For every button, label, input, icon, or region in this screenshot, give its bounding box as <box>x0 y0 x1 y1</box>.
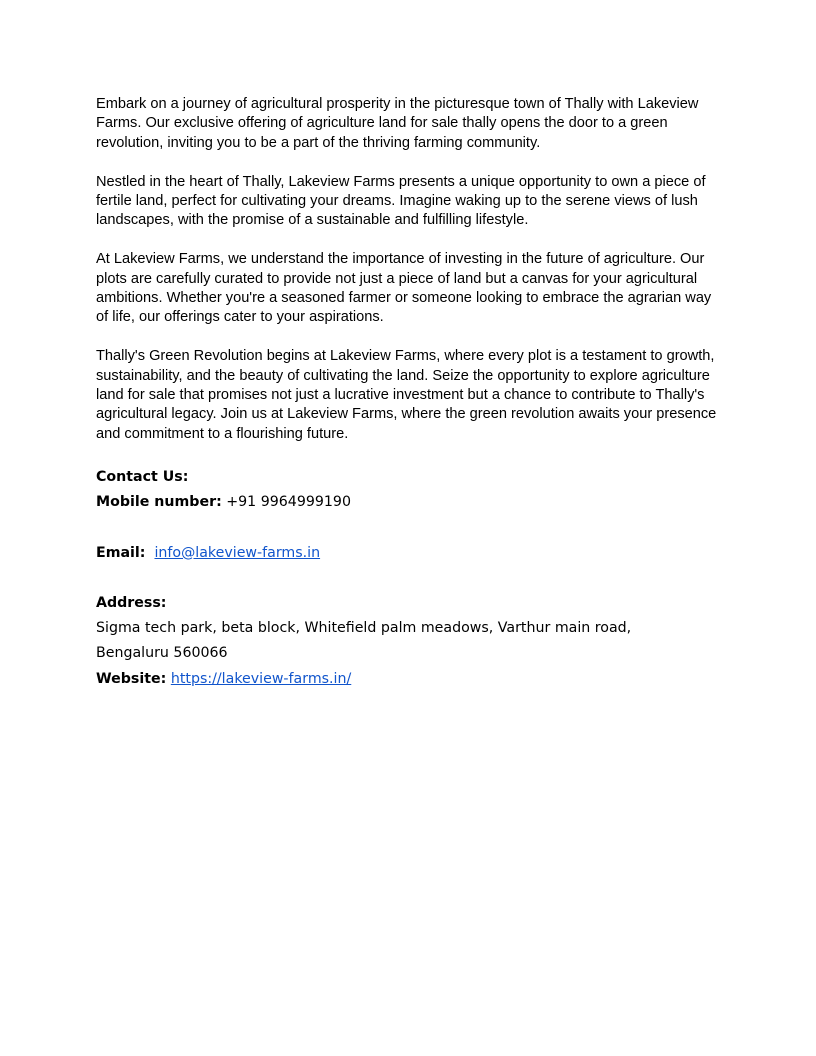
paragraph-investing: At Lakeview Farms, we understand the importance of investing in the future of agriculture. Our plots are carefully curated to provide not just a piece of land but a canvas for your agricultural ambitions. Whether you're a seasoned farmer or someone looking to embrace the agrarian way of life, our offerings cater to your aspirations. <box>96 251 712 326</box>
website-line <box>96 667 724 692</box>
website-label: Website: <box>96 670 167 687</box>
mobile-line <box>96 490 724 515</box>
address-label: Address: <box>96 594 167 611</box>
mobile-value: +91 9964999190 <box>226 494 351 511</box>
contact-section <box>96 465 724 692</box>
paragraph-green-revolution: Thally's Green Revolution begins at Lakeview Farms, where every plot is a testament to growth, sustainability, and the beauty of cultivating the land. Seize the opportunity to explore agriculture land for sale that promises not just a lucrative investment but a chance to contribute to Thally's agricultural legacy. Join us at Lakeview Farms, where the green revolution awaits your presence and commitment to a flourishing future. <box>96 348 717 442</box>
spacer <box>96 566 724 591</box>
address-line-2: Bengaluru 560066 <box>96 645 228 662</box>
website-link[interactable]: https://lakeview-farms.in/ <box>170 670 352 687</box>
paragraph-nestled: Nestled in the heart of Thally, Lakeview Farms presents a unique opportunity to own a piece of fertile land, perfect for cultivating your dreams. Imagine waking up to the serene views of lush landscapes, with the promise of a sustainable and fulfilling lifestyle. <box>96 173 706 229</box>
paragraph-intro: Embark on a journey of agricultural prosperity in the picturesque town of Thally with Lakeview Farms. Our exclusive offering of agriculture land for sale thally opens the door to a green revolution, inviting you to be a part of the thriving farming community. <box>96 96 699 151</box>
contact-heading: Contact Us: <box>96 469 189 485</box>
email-line <box>96 541 724 566</box>
spacer <box>96 515 724 540</box>
mobile-label: Mobile number: <box>96 494 222 511</box>
body-text <box>96 95 724 444</box>
email-link[interactable]: info@lakeview-farms.in <box>154 544 321 561</box>
address-line-1: Sigma tech park, beta block, Whitefield palm meadows, Varthur main road, <box>96 620 632 637</box>
email-label: Email: <box>96 544 146 561</box>
